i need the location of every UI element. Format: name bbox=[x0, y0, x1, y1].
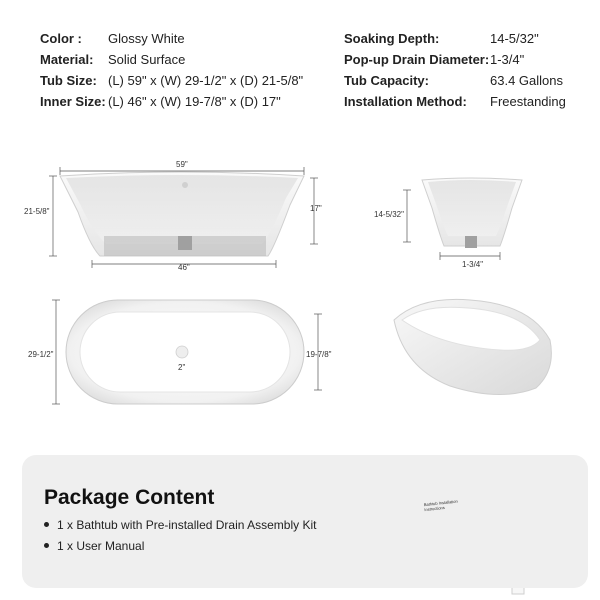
perspective-tub bbox=[394, 299, 551, 394]
dim-top-drain: 2" bbox=[178, 363, 186, 372]
dim-top-width: 29-1/2" bbox=[28, 350, 54, 359]
package-item bbox=[44, 518, 316, 532]
manual-title: Bathtub Installation Instructions bbox=[423, 498, 458, 513]
dim-top-inner-width: 19-7/8" bbox=[306, 350, 332, 359]
top-drain bbox=[176, 346, 188, 358]
front-view-tub bbox=[60, 172, 304, 256]
drain-fitting bbox=[178, 236, 192, 250]
spec-label: Material: bbox=[40, 52, 94, 67]
spec-tub-size-value: (L) 59" x (W) 29-1/2" x (D) 21-5/8" bbox=[108, 73, 304, 88]
spec-label: Soaking Depth: bbox=[344, 31, 440, 46]
bullet-icon bbox=[44, 522, 49, 527]
top-view-tub bbox=[66, 300, 304, 404]
dim-side-soaking: 14-5/32" bbox=[374, 210, 404, 219]
dim-front-height: 21-5/8" bbox=[24, 207, 50, 216]
package-title: Package Content bbox=[44, 486, 215, 509]
spec-material-value: Solid Surface bbox=[108, 52, 186, 67]
package-item bbox=[44, 539, 144, 553]
package-item-text: 1 x User Manual bbox=[57, 539, 145, 553]
spec-label: Pop-up Drain Diameter: bbox=[344, 52, 490, 67]
spec-installation-value: Freestanding bbox=[490, 94, 566, 109]
side-drain-fitting bbox=[465, 236, 477, 248]
dim-front-length: 59" bbox=[176, 160, 188, 169]
spec-label: Tub Size: bbox=[40, 73, 97, 88]
dim-front-inner-length: 46" bbox=[178, 263, 190, 272]
side-view-tub bbox=[422, 178, 522, 248]
dim-front-inner-depth: 17" bbox=[310, 204, 322, 213]
spec-label: Installation Method: bbox=[344, 94, 467, 109]
spec-soaking-depth-value: 14-5/32" bbox=[490, 31, 539, 46]
spec-inner-size-value: (L) 46" x (W) 19-7/8" x (D) 17" bbox=[108, 94, 281, 109]
package-item-text: 1 x Bathtub with Pre-installed Drain Assembly Kit bbox=[57, 518, 317, 532]
spec-color-value: Glossy White bbox=[108, 31, 185, 46]
spec-tub-capacity-value: 63.4 Gallons bbox=[490, 73, 563, 88]
spec-label: Tub Capacity: bbox=[344, 73, 429, 88]
dim-side-drain: 1-3/4" bbox=[462, 260, 484, 269]
spec-label: Inner Size: bbox=[40, 94, 106, 109]
bullet-icon bbox=[44, 543, 49, 548]
spec-label: Color : bbox=[40, 31, 82, 46]
spec-drain-diameter-value: 1-3/4" bbox=[490, 52, 525, 67]
